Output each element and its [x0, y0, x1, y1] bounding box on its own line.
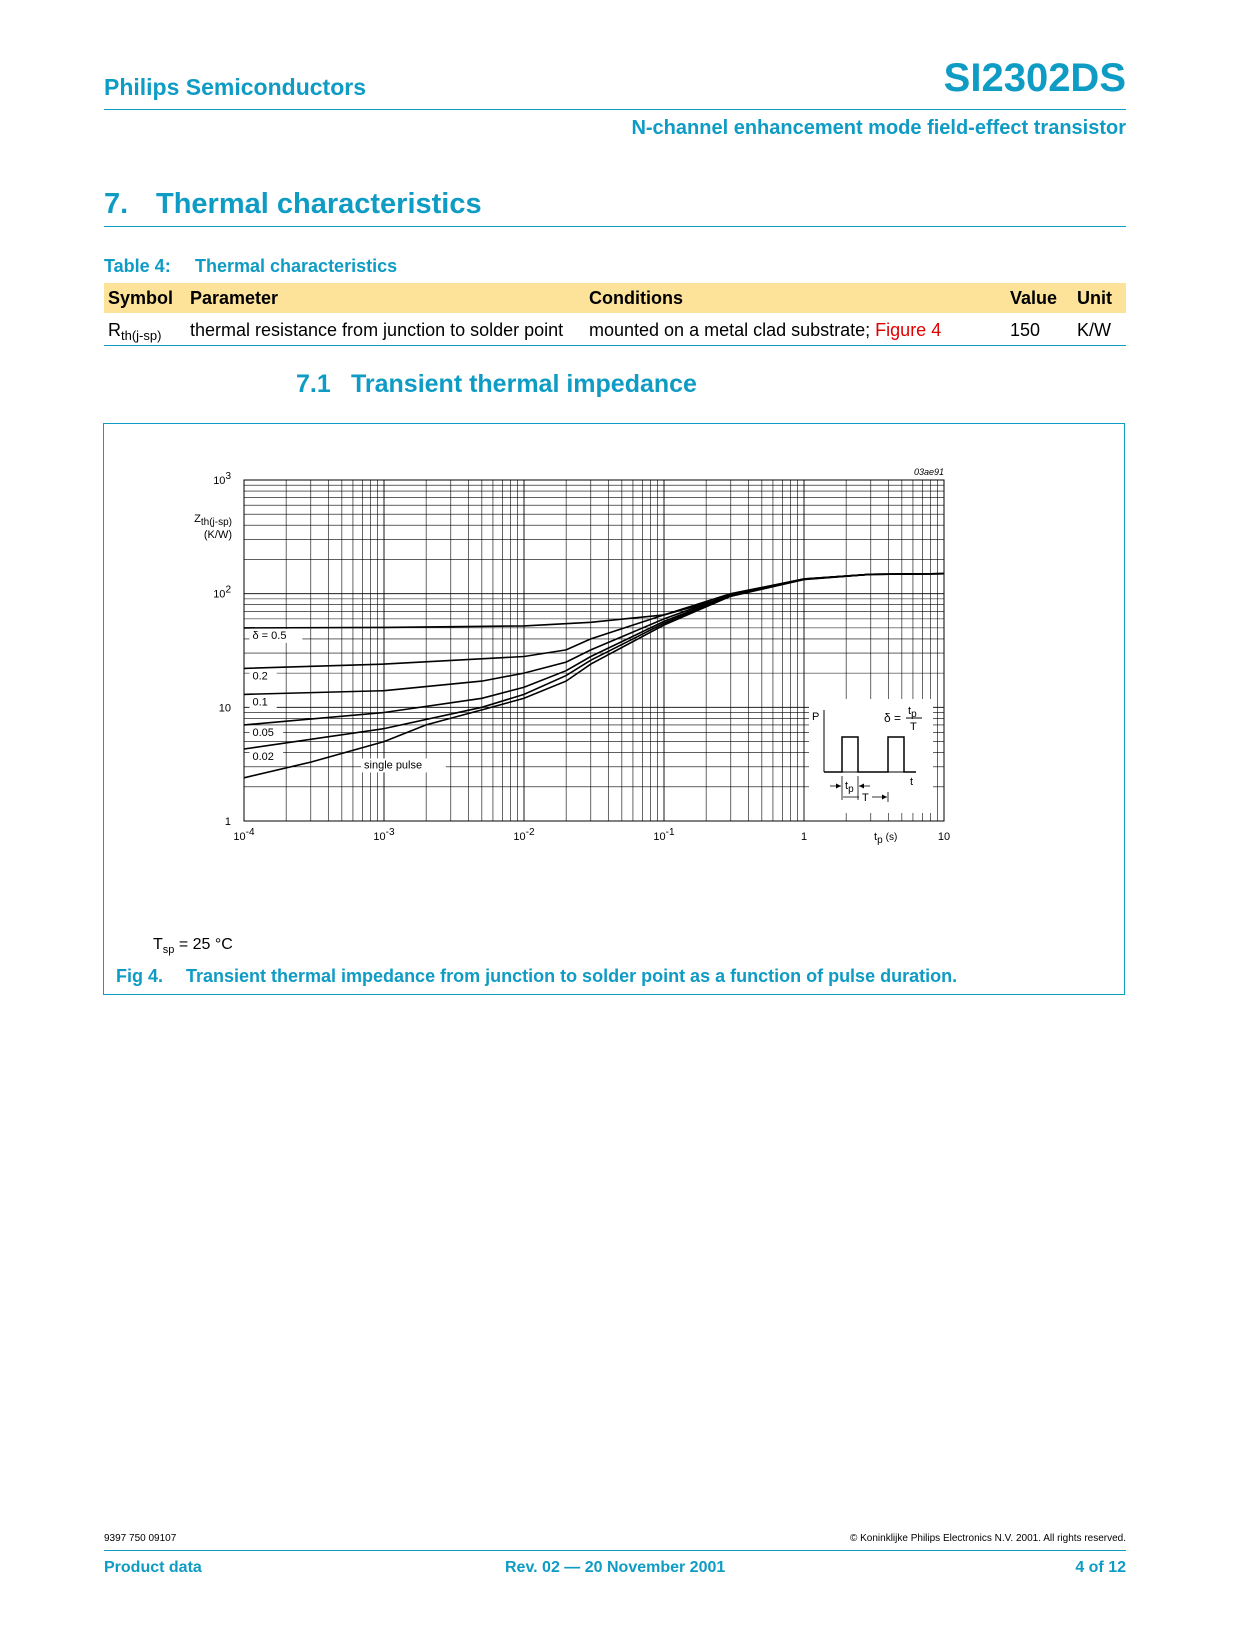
- thermal-table: [104, 283, 1126, 346]
- x-tick-label: 1: [800, 831, 808, 843]
- cell-conditions: [589, 320, 941, 341]
- table-title: Thermal characteristics: [195, 256, 398, 276]
- symbol-subscript: th(j-sp): [121, 328, 162, 343]
- inset-period-label: T: [862, 792, 869, 804]
- x-tick-label: 10-2: [513, 827, 535, 843]
- document-subtitle: N-channel enhancement mode field-effect transistor: [631, 117, 1126, 139]
- figure-label: Fig 4.: [116, 966, 164, 986]
- footer-revision: Rev. 02 — 20 November 2001: [505, 1559, 726, 1576]
- footer-product-data: Product data: [104, 1559, 202, 1576]
- section-rule: [104, 226, 1126, 227]
- impedance-chart: [104, 424, 1124, 934]
- inset-tp-label: tp: [845, 780, 854, 795]
- table-caption: [104, 256, 397, 277]
- x-tick-label: 10-1: [653, 827, 675, 843]
- x-label-sub: p: [877, 835, 883, 846]
- cell-parameter: thermal resistance from junction to solder point: [190, 320, 564, 340]
- cell-value: 150: [1010, 320, 1041, 340]
- table-row: [104, 313, 1126, 346]
- inset-formula-lhs: δ =: [884, 711, 902, 725]
- y-label-unit: (K/W): [203, 529, 232, 541]
- y-tick-label: 103: [213, 471, 231, 487]
- header-parameter: Parameter: [190, 288, 279, 308]
- inset-p-label: P: [812, 711, 820, 723]
- part-number: SI2302DS: [943, 56, 1126, 100]
- curve-label: 0.05: [252, 726, 274, 739]
- curve-label: 0.2: [252, 670, 268, 683]
- symbol-main: R: [108, 320, 121, 340]
- footer-page-number: 4 of 12: [1075, 1559, 1126, 1576]
- subsection-heading: [296, 370, 697, 399]
- x-tick-label: 10-4: [233, 827, 255, 843]
- y-tick-label: 1: [224, 816, 231, 828]
- header-conditions: Conditions: [589, 288, 683, 308]
- header-symbol: Symbol: [108, 288, 174, 308]
- header-unit: Unit: [1077, 288, 1112, 308]
- cell-symbol: [108, 320, 161, 343]
- x-label-unit: (s): [885, 832, 898, 843]
- inset-t-label: t: [910, 776, 914, 788]
- footer-rule: [104, 1550, 1126, 1551]
- section-heading: [104, 188, 482, 221]
- header-value: Value: [1010, 288, 1058, 308]
- curve-labels: [249, 629, 445, 773]
- curve--0-5: [244, 574, 944, 628]
- figure-code: 03ae91: [913, 467, 944, 477]
- figure-condition-note: $T_{sp} = 25$ °C: [153, 936, 233, 957]
- y-tick-label: 102: [213, 584, 231, 601]
- table-label: Table 4:: [104, 256, 171, 276]
- section-title: Thermal characteristics: [156, 188, 482, 220]
- subsection-number: 7.1: [296, 370, 331, 398]
- y-tick-label: 10: [218, 702, 231, 715]
- figure-box: [103, 423, 1125, 995]
- cell-unit: K/W: [1077, 320, 1111, 340]
- curve-0-1: [244, 574, 944, 695]
- inset-formula-denominator: T: [910, 721, 917, 733]
- document-number: 9397 750 09107: [104, 1533, 177, 1544]
- curve-label: 0.02: [252, 751, 274, 764]
- x-tick-label: 10-3: [373, 827, 395, 843]
- section-number: 7.: [104, 188, 129, 220]
- curve-label: δ = 0.5: [252, 629, 287, 642]
- duty-cycle-inset: [809, 699, 933, 813]
- curve-label: 0.1: [252, 696, 268, 709]
- figure-4-link[interactable]: Figure 4: [875, 320, 942, 340]
- figure-caption-text: Transient thermal impedance from junction to solder point as a function of pulse duration.: [186, 966, 958, 986]
- x-label-main: tp (s): [874, 831, 898, 846]
- x-tick-label: 10: [937, 831, 951, 843]
- y-label-main: Zth(j-sp): [194, 513, 232, 528]
- y-label-sub: th(j-sp): [200, 517, 232, 528]
- figure-caption: [116, 966, 957, 987]
- company-name: Philips Semiconductors: [104, 74, 366, 100]
- conditions-text: mounted on a metal clad substrate;: [589, 320, 876, 340]
- x-axis-label: [874, 831, 897, 846]
- inset-formula-numerator: tp: [908, 705, 917, 720]
- subsection-title: Transient thermal impedance: [351, 370, 697, 398]
- copyright: © Koninklijke Philips Electronics N.V. 2001. All rights reserved.: [849, 1533, 1126, 1544]
- y-axis-label: [194, 513, 232, 541]
- curve-label: single pulse: [364, 759, 423, 772]
- header-rule: [104, 109, 1126, 110]
- table-header-row: [104, 283, 1126, 313]
